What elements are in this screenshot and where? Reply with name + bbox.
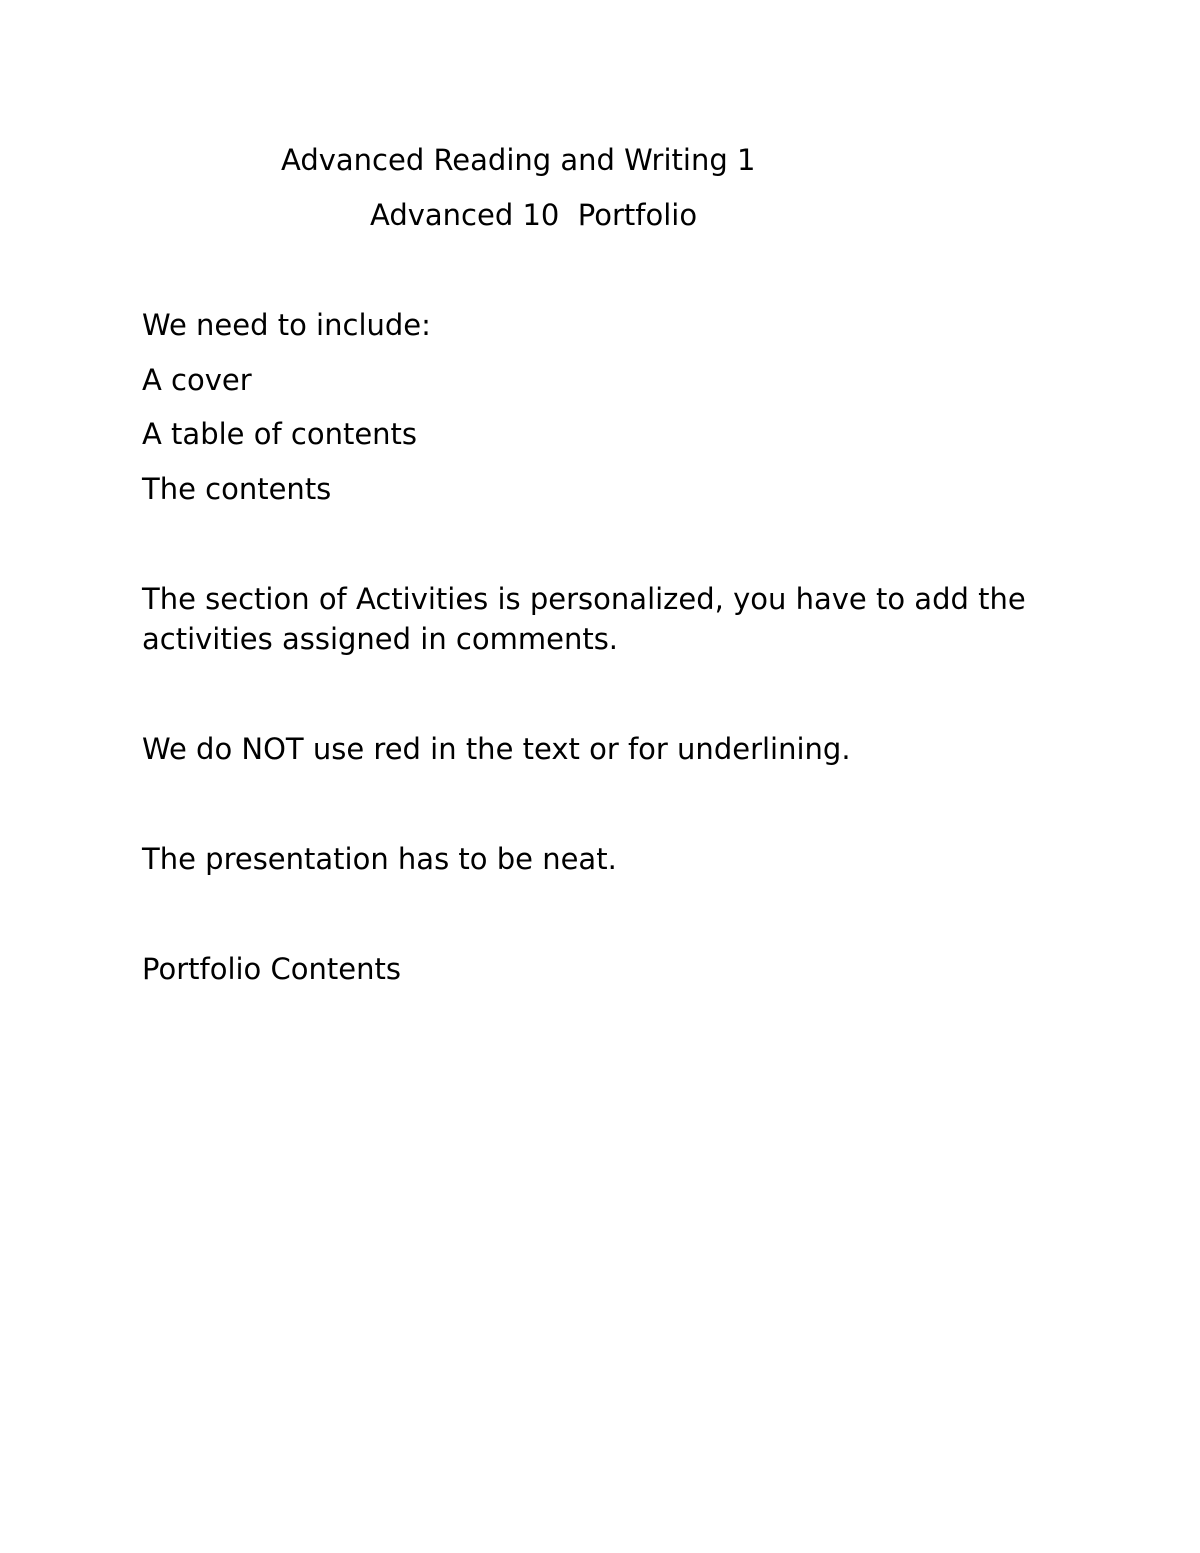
activities-note: The section of Activities is personalized, you have to add the activities assigned in comments. [142,582,1026,656]
requirement-item: A cover [142,363,252,397]
red-rule-note: We do NOT use red in the text or for underlining. [142,732,851,766]
document-title: Advanced Reading and Writing 1 [281,143,756,177]
document-subtitle: Advanced 10 Portfolio [370,198,698,232]
requirement-item: A table of contents [142,417,418,451]
presentation-note: The presentation has to be neat. [142,842,617,876]
portfolio-contents-heading: Portfolio Contents [142,952,401,986]
requirements-intro: We need to include: [142,308,431,342]
requirement-item: The contents [142,472,332,506]
